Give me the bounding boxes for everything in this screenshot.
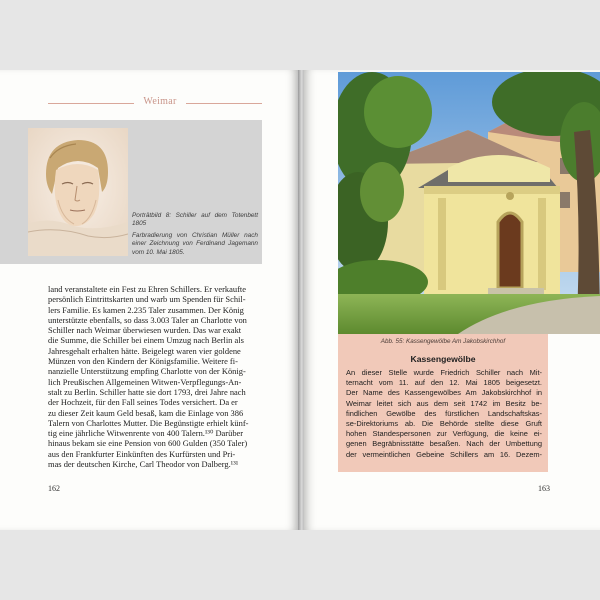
box-body bbox=[346, 368, 542, 460]
right-page bbox=[304, 70, 600, 530]
box-line: Weimar leitet sich aus dem seit 1742 im Besitz be- bbox=[346, 398, 542, 408]
body-text bbox=[48, 284, 264, 469]
book-spread bbox=[0, 70, 600, 530]
body-line: Schiller nach Weimar überwiesen wurden. Das war exakt bbox=[48, 325, 242, 336]
body-line: lers Familie. Es kamen 2.235 Taler zusammen. Der König bbox=[48, 304, 244, 315]
box-line: findlichen Gewölbe des fürstlichen Landschaftskas- bbox=[346, 408, 542, 418]
body-line: stalt zu Berlin. Schiller hatte sie dort 1793, drei Jahre nach bbox=[48, 386, 246, 397]
body-line: die Summe, die Schiller bei einem Umzug nach Berlin als bbox=[48, 335, 244, 346]
body-line: Jahresgehalt erhalten hätte. Beigelegt waren vier goldene bbox=[48, 345, 241, 356]
body-line: Talern von Charlottes Mutter. Die Begünstigte erhielt künf- bbox=[48, 417, 249, 428]
death-mask-image bbox=[28, 128, 128, 256]
box-line: ternacht vom 11. auf den 12. Mai 1805 beigesetzt. bbox=[346, 378, 542, 388]
header-rule-right bbox=[186, 103, 262, 104]
box-line: der vermeintlichen Gebeine Schillers am 16. Dezem- bbox=[346, 449, 542, 459]
crypt-photo bbox=[338, 72, 600, 334]
header-rule-left bbox=[48, 103, 134, 104]
box-heading: Kassengewölbe bbox=[410, 354, 476, 364]
body-line: Münzen von den Kindern der Königsfamilie. Weitere fi- bbox=[48, 356, 238, 367]
page-number-right: 163 bbox=[538, 484, 550, 493]
body-line: land veranstaltete ein Fest zu Ehren Schillers. Er verkaufte bbox=[48, 284, 246, 294]
left-page bbox=[0, 70, 298, 530]
box-line: An dieser Stelle wurde Friedrich Schiller nach Mit- bbox=[346, 368, 542, 377]
caption-box bbox=[338, 334, 548, 472]
body-line: aus den Frankfurter Einkünften des Kurfürsten und Pri- bbox=[48, 448, 236, 459]
body-line: hinaus bekam sie eine Pension von 600 Gulden (350 Taler) bbox=[48, 438, 248, 449]
body-line: persönlich Eintrittskarten und warb um Spenden für Schil- bbox=[48, 294, 246, 305]
figure-caption-title: Porträtbild 8: Schiller auf dem Totenbett 1805 bbox=[132, 212, 258, 228]
body-line: lich Preußischen Allgemeinen Witwen-Verpflegungs-An- bbox=[48, 376, 242, 387]
figure-box bbox=[0, 120, 262, 264]
page-number-left: 162 bbox=[48, 484, 60, 493]
figure-caption-credit: Farbradierung von Christian Müller nach einer Zeichnung von Ferdinand Jagemann vom 10. Mai 1805. bbox=[132, 231, 258, 256]
box-line: se-Direktoriums ab. Die Behörde stellte diese Gruft bbox=[346, 419, 542, 429]
body-line: tig eine jährliche Witwenrente von 400 Talern.¹³⁰ Darüber bbox=[48, 428, 244, 439]
box-line: genen Begräbnisstätte besaßen. Nach der Umbettung bbox=[346, 439, 542, 449]
body-line: mas der deutschen Kirche, Carl Theodor von Dalberg.¹³¹ bbox=[48, 459, 239, 470]
figure-caption bbox=[132, 212, 258, 260]
body-line: der Hochzeit, für den Fall seines Todes versichert. Da er bbox=[48, 397, 238, 408]
box-line: Der Name des Kassengewölbes Am Jakobskirchhof in bbox=[346, 388, 542, 398]
box-line: hohen Standespersonen zur Verfügung, die keine ei- bbox=[346, 429, 542, 439]
body-line: nanzielle Unterstützung empfing Charlotte von der König- bbox=[48, 366, 246, 377]
body-line: zu dieser Zeit kaum Geld besaß, kam die Einlage von 386 bbox=[48, 407, 244, 418]
running-header: Weimar bbox=[143, 96, 177, 107]
body-line: unterstützte ebenfalls, so dass 3.003 Taler an Charlotte von bbox=[48, 314, 247, 325]
photo-caption: Abb. 55: Kassengewölbe Am Jakobskirchhof bbox=[380, 338, 506, 345]
